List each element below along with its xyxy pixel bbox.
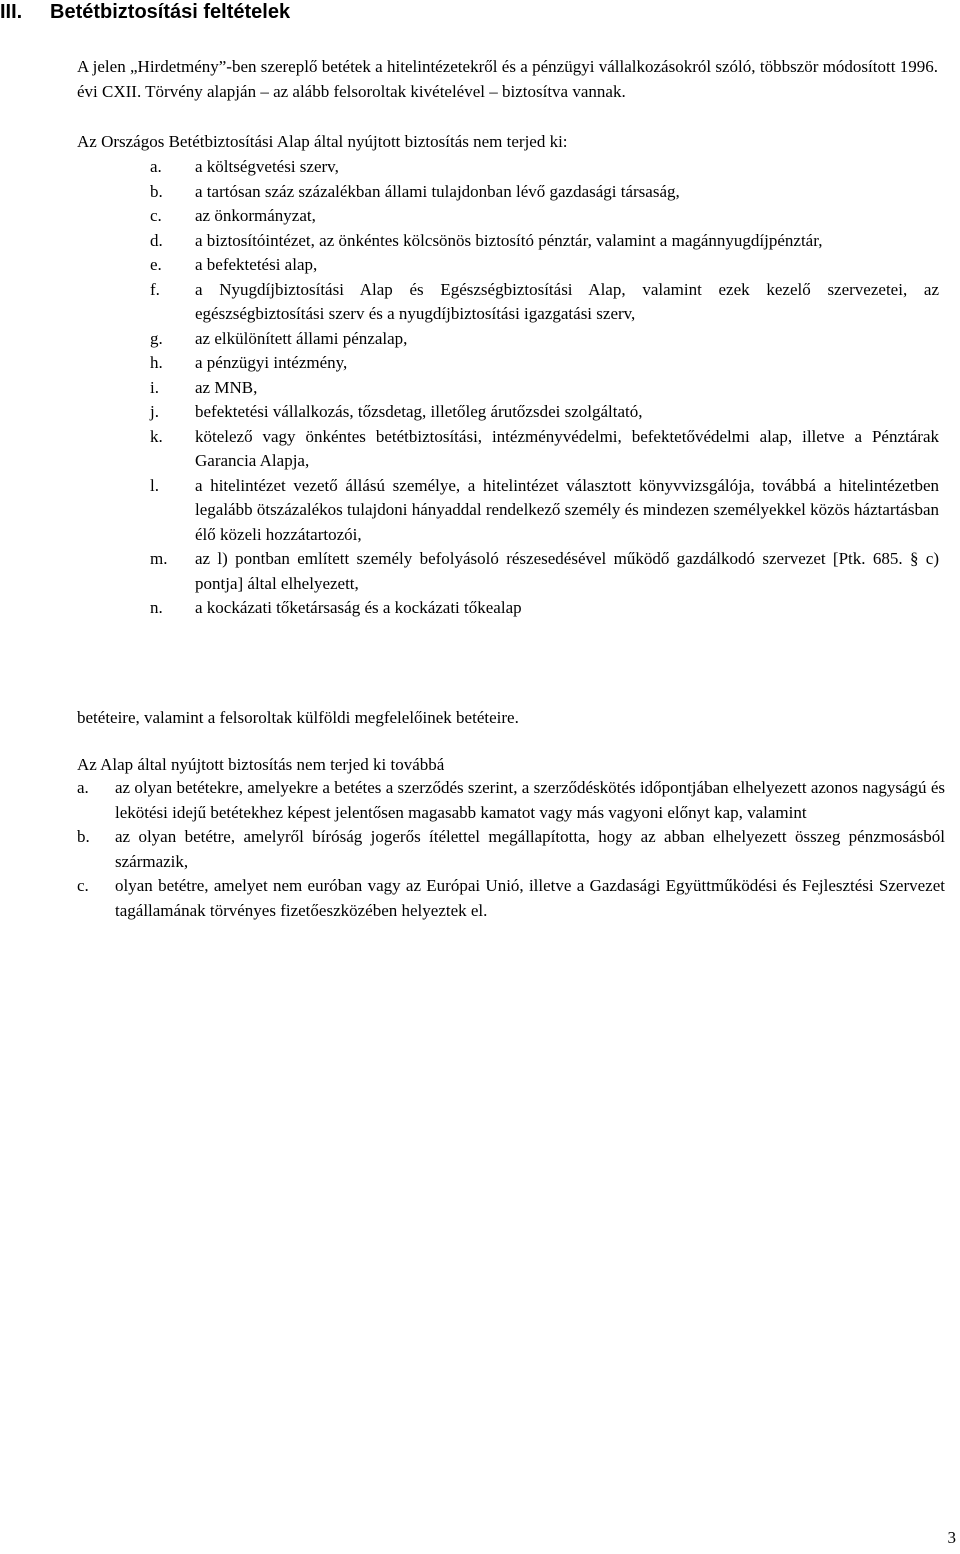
list-item [150, 204, 939, 229]
list-item-text: az elkülönített állami pénzalap, [195, 328, 408, 348]
list-item-text: az olyan betétre, amelyről bíróság jogerős ítélettel megállapította, hogy az abban elhelyezett összeg pénzmosásból származik, [115, 827, 945, 871]
list-item [150, 596, 939, 621]
list-item-text: az olyan betétekre, amelyekre a betétes a szerződés szerint, a szerződéskötés időpontjában elhelyezett azonos nagyságú és lekötési idejű betétekhez képest jelentősen magasabb kamatot vagy más vagyoni előnyt kap, valamint [115, 778, 945, 822]
list-item-text: az l) pontban említett személy befolyásoló részesedésével működő gazdálkodó szervezet [Ptk. 685. § c) pontja] által elhelyezett, [195, 549, 939, 593]
intro-paragraph: A jelen „Hirdetmény”-ben szereplő betétek a hitelintézetekről és a pénzügyi vállalkozásokról szóló, többször módosított 1996. évi CXII. Törvény alapján – az alább felsoroltak kivételével – biztosítva vannak. [77, 57, 938, 101]
list-item-text: kötelező vagy önkéntes betétbiztosítási, intézményvédelmi, befektetővédelmi alap, illetve a Pénztárak Garancia Alapja, [195, 426, 939, 470]
page-number: 3 [947, 1528, 956, 1547]
list-item [150, 253, 939, 278]
list-item-text: a kockázati tőketársaság és a kockázati tőkealap [195, 598, 522, 617]
list-item-marker: b. [77, 827, 90, 846]
list-item-text: az MNB, [195, 377, 258, 397]
list-item-marker: g. [150, 328, 163, 348]
list-item-text: a hitelintézet vezető állású személye, a hitelintézet választott könyvvizsgálója, továbbá a hitelintézetben legalább ötszázalékos tulajdoni hányaddal rendelkező személy és mindezen személyekkel közös háztartásban élő közeli hozzátartozói, [195, 475, 939, 544]
list-item-marker: f. [150, 279, 160, 299]
list-item-marker: j. [150, 402, 159, 421]
list-item [150, 180, 939, 205]
list-item-text: befektetési vállalkozás, tőzsdetag, illetőleg árutőzsdei szolgáltató, [195, 402, 643, 421]
list-item [150, 376, 939, 401]
section-number: III. [0, 1, 23, 23]
list-item-text: olyan betétre, amelyet nem euróban vagy az Európai Unió, illetve a Gazdasági Együttműködési és Fejlesztési Szervezet tagállamának törvényes fizetőeszközében helyeztek el. [115, 876, 945, 920]
list-item-text: a biztosítóintézet, az önkéntes kölcsönös biztosító pénztár, valamint a magánnyugdíjpénztár, [195, 230, 823, 250]
list-item-marker: l. [150, 475, 159, 495]
list-item [150, 327, 939, 352]
list-item-text: a költségvetési szerv, [195, 157, 339, 176]
further-intro: Az Alap által nyújtott biztosítás nem terjed ki továbbá [77, 755, 445, 774]
list-item-marker: h. [150, 353, 163, 372]
list-item [77, 776, 945, 825]
exclusions-closing: betéteire, valamint a felsoroltak külföldi megfelelőinek betéteire. [77, 708, 519, 727]
further-exclusions-list [77, 776, 945, 923]
list-item [150, 229, 939, 254]
exclusions-list [150, 155, 939, 621]
list-item [150, 425, 939, 474]
list-item [150, 155, 939, 180]
list-item-text: a befektetési alap, [195, 255, 318, 274]
section-heading [0, 0, 290, 24]
list-item-marker: k. [150, 426, 163, 446]
list-item-marker: n. [150, 598, 163, 617]
section-title: Betétbiztosítási feltételek [50, 1, 291, 23]
list-item-marker: e. [150, 255, 162, 274]
list-item-text: a pénzügyi intézmény, [195, 353, 348, 372]
list-item-text: a Nyugdíjbiztosítási Alap és Egészségbiztosítási Alap, valamint ezek kezelő szervezetei, az egészségbiztosítási szerv és a nyugdíjbiztosítási igazgatási szerv, [195, 279, 939, 323]
list-item-marker: a. [150, 157, 162, 176]
list-item [150, 474, 939, 548]
list-item [150, 400, 939, 425]
list-item [77, 825, 945, 874]
list-item [150, 351, 939, 376]
list-item [150, 547, 939, 596]
list-item-marker: a. [77, 778, 89, 797]
list-item [77, 874, 945, 923]
exclusions-intro: Az Országos Betétbiztosítási Alap által nyújtott biztosítás nem terjed ki: [77, 132, 568, 151]
list-item [150, 278, 939, 327]
list-item-marker: b. [150, 181, 163, 201]
list-item-text: a tartósan száz százalékban állami tulajdonban lévő gazdasági társaság, [195, 181, 680, 201]
list-item-text: az önkormányzat, [195, 206, 316, 225]
list-item-marker: c. [77, 876, 89, 895]
list-item-marker: d. [150, 230, 163, 250]
list-item-marker: m. [150, 549, 168, 568]
list-item-marker: c. [150, 206, 162, 225]
list-item-marker: i. [150, 377, 159, 397]
